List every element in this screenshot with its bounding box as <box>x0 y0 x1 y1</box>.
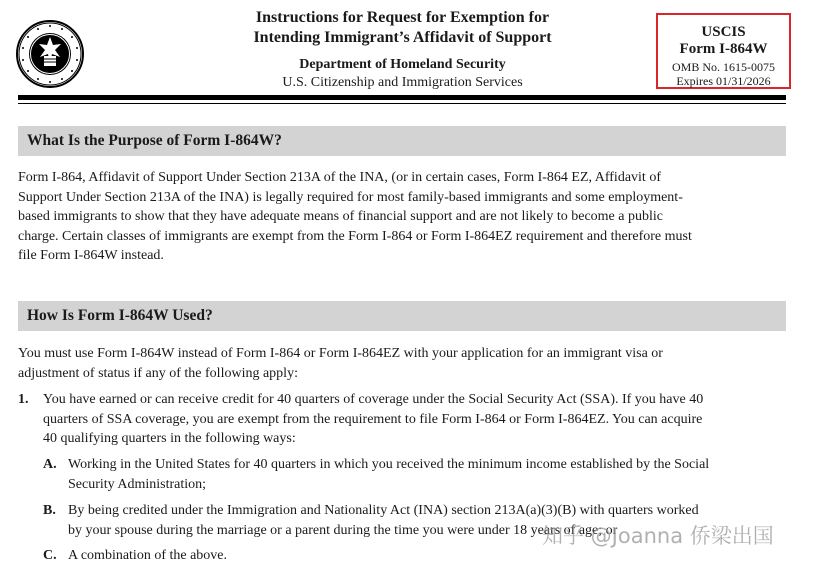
paragraph-line: 40 qualifying quarters in the following ways: <box>43 431 296 446</box>
sub-item-label: A. <box>43 457 57 472</box>
paragraph-line: quarters of SSA coverage, you are exempt from the requirement to file Form I-864 or Form I-864EZ. You can acquire <box>43 411 703 427</box>
paragraph-line: Support Under Section 213A of the INA) is legally required for most family-based immigrants and some employment- <box>18 189 683 205</box>
paragraph-line: Working in the United States for 40 quarters in which you received the minimum income established by the Social <box>68 457 710 472</box>
omb-number: OMB No. 1615-0075 <box>671 60 775 74</box>
sub-item-label: C. <box>43 548 57 563</box>
watermark: 知乎 @Joanna 侨梁出国 <box>542 524 774 548</box>
header-divider-thick <box>18 95 786 100</box>
paragraph-line: charge. Certain classes of immigrants are exempt from the Form I-864 or Form I-864EZ requirement and therefore must <box>18 228 692 244</box>
header-divider-thin <box>18 103 786 104</box>
form-id-box <box>656 13 791 89</box>
paragraph-line: By being credited under the Immigration and Nationality Act (INA) section 213A(a)(3)(B) with quarters worked <box>68 503 699 518</box>
dhs-seal-icon <box>16 20 84 88</box>
section-heading-purpose: What Is the Purpose of Form I-864W? <box>18 126 786 156</box>
section-heading-usage: How Is Form I-864W Used? <box>18 301 786 331</box>
paragraph-line: adjustment of status if any of the following apply: <box>18 365 298 381</box>
list-item-text <box>43 390 786 449</box>
expiration-date: Expires 01/31/2026 <box>676 74 771 88</box>
form-agency: USCIS <box>701 24 746 40</box>
purpose-paragraph <box>18 168 786 266</box>
paragraph-line: You have earned or can receive credit for 40 quarters of coverage under the Social Security Act (SSA). If you have 40 <box>43 392 704 407</box>
paragraph-line: based immigrants to show that they have adequate means of financial support and are not likely to become a public <box>18 209 663 224</box>
usage-intro-paragraph <box>18 344 786 383</box>
paragraph-line: file Form I-864W instead. <box>18 248 164 263</box>
paragraph-line: Security Administration; <box>68 476 207 492</box>
paragraph-line: Form I-864, Affidavit of Support Under Section 213A of the INA, (or in certain cases, Form I-864 EZ, Affidavit of <box>18 170 661 185</box>
sub-item-label: B. <box>43 503 56 518</box>
form-title-block <box>195 8 610 92</box>
paragraph-line: You must use Form I-864W instead of Form I-864 or Form I-864EZ with your application for an immigrant visa or <box>18 346 663 361</box>
form-title-line-1: Instructions for Request for Exemption for <box>255 9 550 26</box>
form-number: Form I-864W <box>679 41 768 57</box>
department-name: Department of Homeland Security <box>299 57 506 72</box>
form-title-line-2: Intending Immigrant’s Affidavit of Support <box>253 29 552 46</box>
sub-item-text <box>68 455 786 494</box>
paragraph-line: by your spouse during the marriage or a parent during the time you were under 18 years of age; or <box>68 522 618 538</box>
paragraph-line: A combination of the above. <box>68 548 228 563</box>
list-item-number: 1. <box>18 392 29 407</box>
agency-name: U.S. Citizenship and Immigration Services <box>282 75 523 90</box>
